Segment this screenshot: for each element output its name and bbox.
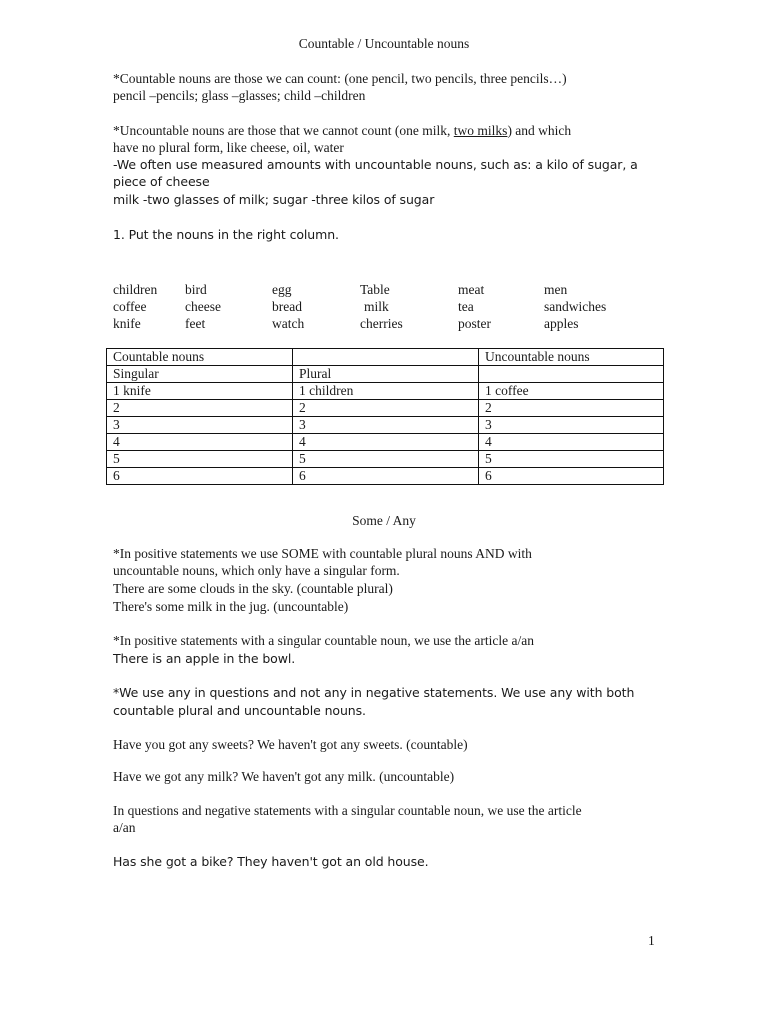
table-row: [107, 383, 664, 400]
table-cell: 3: [293, 417, 479, 434]
table-cell: 5: [293, 451, 479, 468]
intro-text: *Uncountable nouns are those that we cannot count (one milk,: [113, 123, 454, 138]
noun-table: [106, 348, 664, 485]
body-line: a/an: [113, 820, 136, 835]
table-cell: 6: [107, 468, 293, 485]
word-bank-item: bird: [185, 282, 207, 297]
table-cell: 1 children: [293, 383, 479, 400]
intro-line: pencil –pencils; glass –glasses; child –children: [113, 88, 366, 103]
table-cell: 4: [293, 434, 479, 451]
word-bank-item: bread: [272, 299, 302, 314]
word-bank-item: poster: [458, 316, 491, 331]
intro-line: [113, 122, 571, 140]
word-bank-item: cherries: [360, 316, 403, 331]
word-bank-item: tea: [458, 299, 474, 314]
table-cell: 1 coffee: [479, 383, 664, 400]
body-line: There is an apple in the bowl.: [113, 651, 296, 666]
intro-line: have no plural form, like cheese, oil, water: [113, 140, 344, 155]
word-bank-item: egg: [272, 282, 292, 297]
word-bank-item: Table: [360, 282, 390, 297]
table-header-cell: Singular: [107, 366, 293, 383]
body-line: There's some milk in the jug. (uncountable): [113, 599, 349, 614]
body-line: Have we got any milk? We haven't got any milk. (uncountable): [113, 769, 455, 784]
word-bank-item: watch: [272, 316, 305, 331]
word-bank-item: milk: [364, 299, 389, 314]
table-cell: 3: [479, 417, 664, 434]
word-bank-item: knife: [113, 316, 141, 331]
table-header-cell: Uncountable nouns: [479, 349, 664, 366]
word-bank-item: sandwiches: [544, 299, 607, 314]
table-cell: 4: [479, 434, 664, 451]
table-header-cell: Countable nouns: [107, 349, 293, 366]
word-bank-item: meat: [458, 282, 485, 297]
table-row: [107, 434, 664, 451]
word-bank-item: feet: [185, 316, 206, 331]
body-line: There are some clouds in the sky. (countable plural): [113, 581, 393, 596]
body-line: *In positive statements we use SOME with countable plural nouns AND with: [113, 546, 532, 561]
body-line: In questions and negative statements with a singular countable noun, we use the article: [113, 803, 582, 818]
word-bank-item: men: [544, 282, 568, 297]
table-cell: 6: [293, 468, 479, 485]
table-cell: 4: [107, 434, 293, 451]
intro-line: milk -two glasses of milk; sugar -three kilos of sugar: [113, 192, 435, 207]
body-line: *We use any in questions and not any in negative statements. We use any with both: [113, 685, 635, 700]
table-cell: 2: [107, 400, 293, 417]
exercise-instruction: 1. Put the nouns in the right column.: [113, 227, 339, 242]
table-header-cell: Plural: [293, 366, 479, 383]
intro-text: ) and which: [507, 123, 572, 138]
table-row: [107, 468, 664, 485]
table-row: [107, 451, 664, 468]
table-header-cell: [293, 349, 479, 366]
section-title: Some / Any: [352, 513, 416, 528]
table-cell: 5: [107, 451, 293, 468]
page-title: Countable / Uncountable nouns: [298, 36, 470, 51]
word-bank-item: cheese: [185, 299, 221, 314]
table-row: [107, 417, 664, 434]
table-row: [107, 400, 664, 417]
table-cell: 5: [479, 451, 664, 468]
word-bank-item: apples: [544, 316, 579, 331]
table-cell: 6: [479, 468, 664, 485]
body-line: uncountable nouns, which only have a singular form.: [113, 563, 400, 578]
page-number: 1: [648, 933, 655, 948]
table-subheader-row: [107, 366, 664, 383]
body-line: *In positive statements with a singular countable noun, we use the article a/an: [113, 633, 535, 648]
underlined-text: two milks: [453, 123, 508, 138]
table-cell: 3: [107, 417, 293, 434]
table-cell: 1 knife: [107, 383, 293, 400]
body-line: Have you got any sweets? We haven't got any sweets. (countable): [113, 737, 468, 752]
word-bank-item: children: [113, 282, 158, 297]
body-line: countable plural and uncountable nouns.: [113, 703, 366, 718]
table-header-row: [107, 349, 664, 366]
table-cell: 2: [479, 400, 664, 417]
body-line: Has she got a bike? They haven't got an old house.: [113, 854, 429, 869]
intro-line: piece of cheese: [113, 174, 210, 189]
table-header-cell: [479, 366, 664, 383]
intro-line: -We often use measured amounts with uncountable nouns, such as: a kilo of sugar, a: [113, 157, 638, 172]
intro-line: *Countable nouns are those we can count: (one pencil, two pencils, three pencils…): [113, 71, 567, 86]
table-cell: 2: [293, 400, 479, 417]
word-bank-item: coffee: [113, 299, 147, 314]
